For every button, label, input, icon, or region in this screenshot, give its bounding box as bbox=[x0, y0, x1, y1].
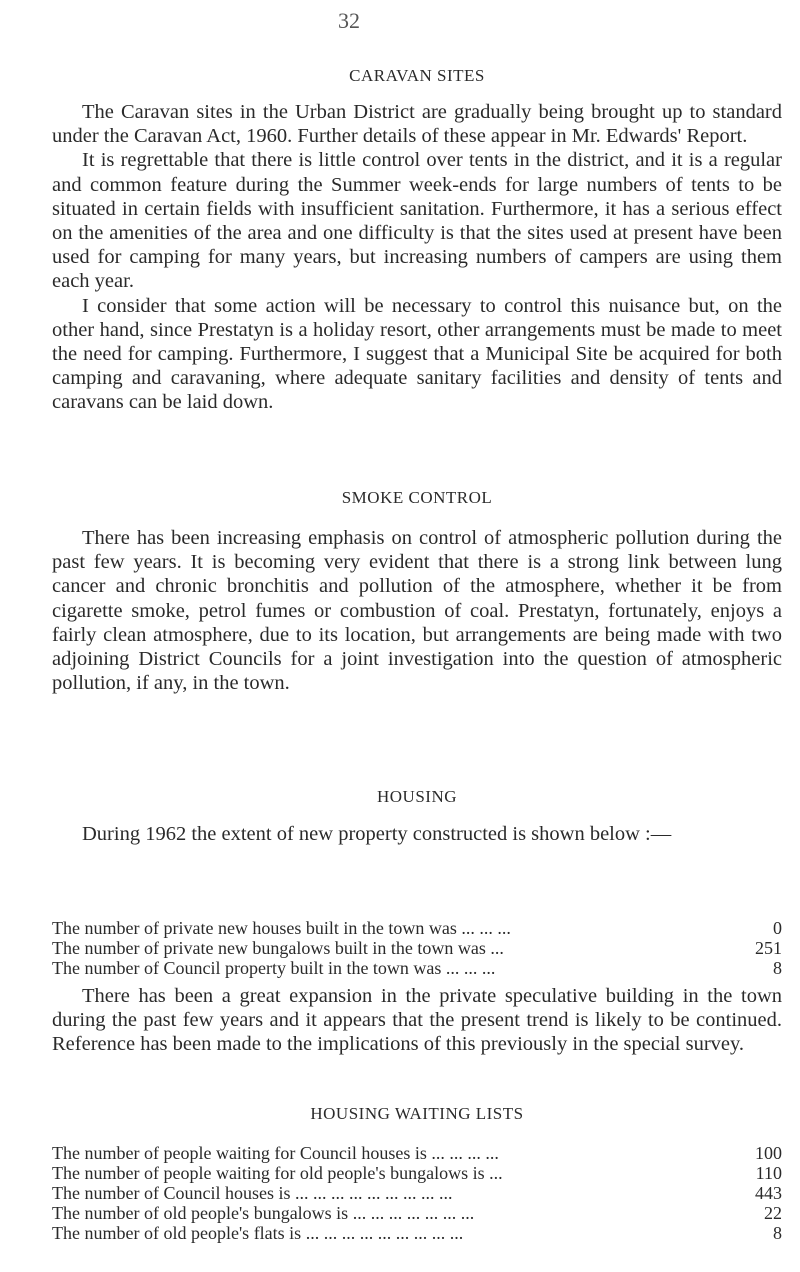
waiting-list bbox=[52, 1143, 782, 1243]
list-item-label: The number of Council houses is ... ... ... ... ... ... ... ... ... bbox=[52, 1183, 453, 1203]
housing-waiting-lists-heading: HOUSING WAITING LISTS bbox=[310, 1104, 524, 1123]
list-item bbox=[52, 1143, 782, 1163]
list-item-label: The number of private new houses built in the town was ... ... ... bbox=[52, 918, 511, 938]
list-item-label: The number of old people's flats is ... ... ... ... ... ... ... ... ... bbox=[52, 1223, 464, 1243]
list-item-label: The number of people waiting for Council houses is ... ... ... ... bbox=[52, 1143, 499, 1163]
list-item-value: 8 bbox=[773, 1223, 782, 1243]
list-item bbox=[52, 1203, 782, 1223]
caravan-paragraph-1: The Caravan sites in the Urban District are gradually being brought up to standard under the Caravan Act, 1960. Further details of these appear in Mr. Edwards' Report. bbox=[52, 101, 782, 148]
list-item-label: The number of old people's bungalows is ... ... ... ... ... ... ... bbox=[52, 1203, 475, 1223]
housing-intro: During 1962 the extent of new property constructed is shown below :— bbox=[82, 823, 672, 845]
list-item bbox=[52, 1183, 782, 1203]
list-item-value: 100 bbox=[755, 1143, 782, 1163]
caravan-paragraph-3: I consider that some action will be necessary to control this nuisance but, on the other hand, since Prestatyn is a holiday resort, other arrangements must be made to meet the need for camping. Furthermore, I suggest that a Municipal Site be acquired for both camping and caravaning, where adequate sanitary facilities and density of tents and caravans can be laid down. bbox=[52, 294, 782, 414]
list-item-value: 8 bbox=[773, 958, 782, 978]
list-item-label: The number of Council property built in the town was ... ... ... bbox=[52, 958, 496, 978]
list-item-value: 443 bbox=[755, 1183, 782, 1203]
list-item-label: The number of private new bungalows built in the town was ... bbox=[52, 938, 504, 958]
list-item bbox=[52, 918, 782, 938]
list-item bbox=[52, 1163, 782, 1183]
list-item bbox=[52, 938, 782, 958]
list-item-value: 0 bbox=[773, 918, 782, 938]
page-number: 32 bbox=[338, 8, 360, 33]
smoke-control-paragraph: There has been increasing emphasis on control of atmospheric pollution during the past few years. It is becoming very evident that there is a strong link between lung cancer and chronic bronchitis and pollution of the atmosphere, whether it be from cigarette smoke, petrol fumes or combustion of coal. Prestatyn, fortunately, enjoys a fairly clean atmosphere, due to its location, but arrangements are being made with two adjoining District Councils for a joint investigation into the question of atmospheric pollution, if any, in the town. bbox=[52, 527, 782, 695]
housing-paragraph: There has been a great expansion in the private speculative building in the town during the past few years and it appears that the present trend is likely to be continued. Reference has been made to the implications of this previously in the special survey. bbox=[52, 985, 782, 1056]
list-item bbox=[52, 1223, 782, 1243]
list-item-value: 110 bbox=[755, 1163, 782, 1183]
list-item-label: The number of people waiting for old people's bungalows is ... bbox=[52, 1163, 503, 1183]
list-item bbox=[52, 958, 782, 978]
caravan-paragraph-2: It is regrettable that there is little control over tents in the district, and it is a regular and common feature during the Summer week-ends for large numbers of tents to be situated in certain fields with insufficient sanitation. Furthermore, it has a serious effect on the amenities of the area and one difficulty is that the sites used at present have been used for camping for many years, but increasing numbers of campers are using them each year. bbox=[52, 149, 782, 293]
list-item-value: 22 bbox=[764, 1203, 782, 1223]
housing-list bbox=[52, 918, 782, 978]
list-item-value: 251 bbox=[755, 938, 782, 958]
housing-heading: HOUSING bbox=[377, 787, 457, 806]
caravan-sites-section bbox=[52, 100, 782, 415]
caravan-sites-heading: CARAVAN SITES bbox=[349, 66, 485, 85]
smoke-control-heading: SMOKE CONTROL bbox=[341, 488, 493, 507]
